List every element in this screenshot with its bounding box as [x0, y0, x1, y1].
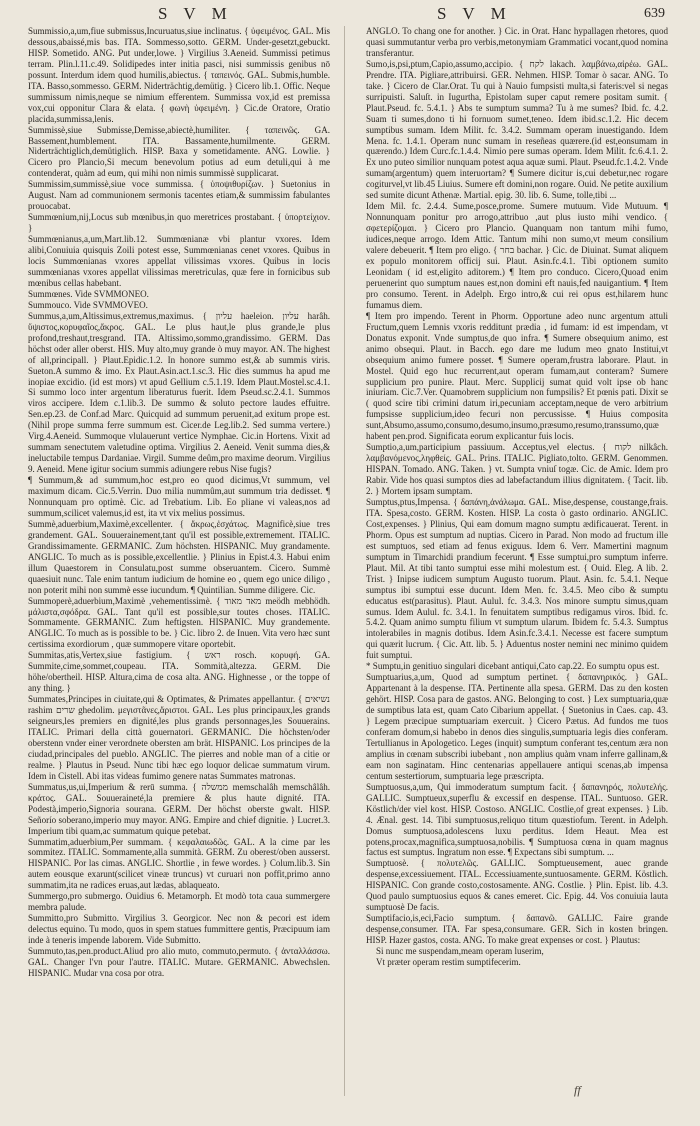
dictionary-entry: Idem Mil. fc. 2.4.4. Sume,posce,prome. Sumere mutuum. Vide Mutuum. ¶ Nonnunquam ponitur pro arrogo,attribuo ,aut plus iusto mihi vendico. { σφετερίζομαι. } Cicero pro Plancio. Quanquam non tantum mihi fumo, iudices,neque arrogo. Idem Attic. Tantum mihi non sumo,vt meum consilium valere debeuerit. ¶ Item pro eligo. { בחר bachar. } Cic. de Diuinat. Sumat aliquem ex populo monitorem officij sui. Plaut. Asin.fc.4.1. Tibi optionem sumito Leonidam ( id est,eligito aditorem.) ¶ Item pro conduco. Cicero,Quoad enim peruenerint quo sumptum naues est,non domini eft nauis,fed nauigantium. ¶ Item pro consumo. Terent. in Adelph. Ergo intro,& cui rei opus est,hilarem hunc fumamus diem.: [366, 201, 668, 310]
dictionary-entry: ¶ Summum,& ad summum,hoc est,pro eo quod dicimus,Vt summum, vel maximum dicam. Cic.5.Verrin. Duo milia nummûm,aut summum tria dedisset. ¶ Nonnunquam pro optimè. Cic. ad Trebatium. Lib. Eo pliane vi valeas,nos ad summum,scilicet valemus,id est, ita vt vix melius possimus.: [28, 475, 330, 518]
dictionary-entry: ANGLO. To chang one for another. } Cic. in Orat. Hanc hypallagen rhetores, quod quasi summutantur verba pro verbis,metonymiam Grammatici vocant,quod nomina transferantur.: [366, 26, 668, 58]
running-head-left: S V M: [158, 4, 233, 23]
dictionary-entry: Summitto,pro Submitto. Virgilius 3. Georgicor. Nec non & pecori est idem delectus equino. Tu modo, quos in spem statues fummittere gentis, Præcipuum iam inde à teneris impende laborem. Vide Submitto.: [28, 913, 330, 946]
dictionary-entry: Summissè,siue Submisse,Demisse,abiectè,humiliter. { ταπεινῶς. GA. Bassement,humblement. ITA. Bassamente,humilmente. GERM. Niderträchtiglich,demütiglich. HISP. Baxa y sometidamente. ANG. Lowlie. } Cicero pro Plancio,Si mecum benevolum potius ad eum detuli,qui à me contenderat, quàm ad eum, qui mihi non nimis summissè supplicarat.: [28, 124, 330, 179]
page-number: 639: [644, 6, 665, 21]
dictionary-entry: Summoperè,aduerbium,Maximè ,vehementissimè. { מאד מאוד meödh mebhödh. μάλιστα,σφόδρα. GAL. Tant qu'il est possible,sur toutes choses. ITALIC. Sommamente. GERMANIC. Zum heftigsten. HISPANIC. Muy grandemente. ANGLIC. To much as is possible to be. } Cic. libro 2. de Inuen. Vita vero hæc sunt certissima exordiorum , quæ summopere vitare oportebit.: [28, 595, 330, 650]
verse-line: Vt præter operam restim sumptifecerim.: [376, 957, 521, 968]
dictionary-entry: Sumptio,a,um,participium passiuum. Acceptus,vel electus. { לקוח nilkâch. λαμβανόμενος,ληφθείς. GAL. Prins. ITALIC. Pigliato,tolto. GERM. Genommen. HISPAN. Tomado. ANG. Taken. } vt. Sumpta vniuſ togæ. Cic. de Amic. Idem pro Rabir. Vide hos quasi sumptos dies ad labefactandum illius dignitatem. { Tacit. lib. 2. } Mortem ipsam sumptam.: [366, 442, 668, 497]
dictionary-entry: * Sumptu,in genitiuo singulari dicebant antiqui,Cato cap.22. Eo sumptu opus est.: [366, 661, 660, 672]
dictionary-entry: Summissio,a,um,fiue submissus,Incuruatus,siue inclinatus. { ὑφειμένος. GAL. Mis dessous,abaissé,mis bas. ITA. Sommesso,sotto. GERM. Under-gesetzt,gebuckt. HISP. Sometido. ANG. Put under,lowe. } Virgilius 3.Aeneid. Summissi petimus terram. Plin.l.11.c.49. Solidipedes inter initia pasci, nisi summissis genibus nō possunt. Interdum idem quod humilis,abiectus. { ταπεινός. GAL. Submis,humble. ITA. Basso,sommesso. GERM. Niderträchtig,demütig. } Cicero lib.1. Offic. Neque summissum nimis,neque se nimium efferentem. Summissa vox,id est premissa vox,cui opponitur Clara & elata. { φωνὴ ὑφειμένη. } Cic.de Oratore, Oratio placida,summissa,lenis.: [28, 26, 330, 124]
verse-line: Si nunc me suspendam,meam operam luserim,: [376, 946, 544, 957]
dictionary-entry: Summergo,pro submergo. Ouidius 6. Metamorph. Et modò tota caua summergere membra palude.: [28, 891, 330, 913]
right-column: [366, 26, 668, 1094]
dictionary-entry: Summitas,atis,Vertex,siue fastigium. { ראש rosch. κορυφή. GA. Summite,cime,sommet,coupeau. ITA. Sommità,altezza. GERM. Die höhe/obertheil. HISP. Altura,cima de cosa alta. ANG. Highnesse , or the toppe of any thing. }: [28, 650, 330, 694]
signature-mark: ff: [574, 1083, 581, 1097]
column-divider: [344, 26, 345, 1096]
dictionary-entry: Sumo,is,psi,ptum,Capio,assumo,accipio. { לקח lakach. λαμβάνω,αἱρέω. GAL. Prendre. ITA. Pigliare,attribuirsi. GER. Nehmen. HISP. Tomar ò sacar. ANG. To take. } Cicero de Clar.Orat. Tu qui à Nauio fumpsisti multa,si fateris:vel si negas surripuisti. Saluſt. in Iugurtha, Epistolam super caput remere positam sumit. { Plaut.Pseud. fc. 5.4.1. } Abs te sumptum summa? Tu à me sumes? Ibid. fc. 4.2. Suam ti sumes,dono ti hi fornuom sumet,teneo. Idem ibid.sc.1.2. Hic decem sumptibus sumam. Idem Milit. fc. 3.4.2. Summam operam inuestigando. Idem Mena. fc. 1.4.1. Operam nunc sumam in reseñeas quærere.(id est,eonsumam in quærendo.) Idem Curc.fc.1.4.4. Nimio pere sumas operam. Idem Milit. fc.6.4.1. 2. Ex uno puteo similior nunquam potest aqua aquæ sumi. Plaut. Pseud.fc.1.4.2. Vnde sumam(argentum) quem interuortam? ¶ Sumere dicitur is,cui debetur,nec rogare cogiturvel,vt lib.45 Liuius. Sumere eft domini,non rogare. Ouid. Ne petite auxilium sed sumite dicunt Athenæ. Martial. epig. 30. lib. 6. Sume, tolle,tibi ...: [366, 58, 668, 201]
dictionary-entry: Summuto,tas,pen.product.Aliud pro alio muto, commuto,permuto. { ἀνταλλάσσω. GAL. Changer l'vn pour l'autre. ITALIC. Mutare. GERMANIC. Abwechslen. HISPANIC. Mudar vna cosa por otra.: [28, 946, 330, 978]
left-column: [28, 26, 330, 1094]
dictionary-entry: Summè,aduerbium,Maximè,excellenter. { ἄκρως,ἐσχάτως. Magnificè,siue tres grandement. GAL. Souuerainement,tant qu'il est possible,extremement. ITALIC. Grandissimamente. GERMANIC. Zum höchsten. HISPANIC. Muy grandamente. ANGLIC. To much as is possible,excellentlie. } Plinius in Epist.4.3. Habui enim illum Quaestorem in Consulatu,post summe obseruantem. Cicero. Summè quaesiuit nunc. Tale enim tantum iudicium de homine eo , quem ego unice diligo , non poterit mihi non summè esse iucundum. ¶ Quintilian. Summe diligere. Cic.: [28, 518, 330, 595]
dictionary-entry: Summœnes. Vide SVMMONEO.: [28, 288, 149, 299]
running-head-right: S V M: [437, 4, 512, 23]
dictionary-entry: Sumptus,ptus,Impensa. { δαπάνη,ἀνάλωμα. GAL. Mise,despense, coustange,frais. ITA. Spesa,costo. GERM. Kosten. HISP. La costa ò gasto ordinario. ANGLIC. Cost,expenses. } Plinius, Qui eam domum magno sumptu ædificauerat. Terent. in Phorm. Opus est sumptum ad nuptias. Cicero in Parad. Non modo ad fructum ille est sumptuos, sed etiam ad fenus exiguus. Idem 6. Verr. Mamertini magnum sumptum in Timarchidi prandium fecerunt. ¶ Esse sumptui,pro sumptum inferre. Plaut. Mil. At tibi tanto sumptui esse mihi molestum est. { Ouid. Eleg. A lib. 2. Trist. } Inipse iudicem sumptum Augusto tuorum. Plaut. Asin. fc. 5.4.1. Neque sumptus ibi sumptui esse ducunt. Idem Men. fc. 3.4.5. Meo cibo & sumptu educatus est(parasitus). Plaut. Aulul. fc. 3.4.3. Nos minore sumptu simus,quam sumus. Idem Aulul. fc. 3.4.1. In fenuitatem sumptibus redigamus viros. Ibid. fc. 5.4.2. Quam animo sumptu filium vt sumptum ularum. Ibidem fc. 5.4.3. Sumptus intolerabiles in magnis dotibus. Idem Asin.fc.3.4.1. Necesse est facere sumptum qui quærit lucrum. { Cic. Att. lib. 5. } Aduentus noster nemini nec minimo quidem fuit sumptui.: [366, 496, 668, 661]
dictionary-entry: Summatus,us,ui,Imperium & rerū summa. { ממשלה memschalâh memschâlâh. κράτος. GAL. Souueraineté,la premiere & plus haute dignité. ITA. Podestà,imperio,Signoria sourana. GERM. Der höchst oberste gwalt. HISP. Señorío soberano,imperio muy mayor. ANG. Empire and chief dignitie. } Lucret.3. Imperium tibi quam,ac summatum quique petebat.: [28, 781, 330, 836]
dictionary-entry: Summatim,aduerbium,Per summam. { κεφαλαιωδῶς. GAL. A la cime par les sommitez. ITALIC. Sommamente,alla summità. GERM. Zu oberest/oben ausserst. HISPANIC. Por las cimas. ANGLIC. Shortlie , in fewe wordes. } Colum.lib.3. Sin autem eousque exarunt(scilicet vineæ truncus) vt curuari non poffit,primo anno summatim,ita ne radices eruas,aut lædas, ablaqueato.: [28, 836, 330, 891]
dictionary-entry: Summates,Principes in ciuitate,qui & Optimates, & Primates appellantur. { נשיאים rashim שרים ghedolim. μεγιστᾶνες,ἄριστοι. GAL. Les plus principaux,les grands seigneurs,les premiers en dignité,les plus grands personnages,les Souuerains. ITALIC. Primari della città gouernatori. GERMANIC. Die höchsten/oder oberstenn vnder einer verordnete obersten am brät. HISPANIC. Los principes de la ciudad,principales del pueblo. ANGLIC. The pierres and noble man of a citie or realme. } Plautus in Pseud. Nunc tibi hæc ego loquor delicae summatum virum. Idem in Cistell. Abi itas videas fumimo genere natas Summates matronas.: [28, 694, 330, 781]
dictionary-entry: Sumptuosus,a,um, Qui immoderatum sumptum facit. { δαπανηρός, πολυτελής. GALLIC. Sumptueux,superflu & excessif en despense. ITAL. Suntuoso. GER. Köstlich/der viel kost. HISP. Costoso. ANGLIC. Costlie,of great expenses. } Lib. 4. Ænal. gest. 14. Tibi sumptuosus,reliquo titum quæstiofum. Terent. in Adelph. Domus sumptuosa,adolescens luxu perditus. Idem Heaut. Mea est potens,procax,magnifica,sumptuosa,nobilis. ¶ Sumptuosa cœna in quam magnus factus est sumptus. Ingratum non esse. ¶ Expectans sibi sumptum. ...: [366, 781, 668, 858]
dictionary-entry: Summouco. Vide SVMMOVEO.: [28, 299, 148, 310]
dictionary-entry: Summus,a,um,Altissimus,extremus,maximus. { עליון haeleion. עליון harâh. ὕψιστος,κορυφαῖος,ἄκρος. GAL. Le plus haut,le plus grande,le plus profond,treshaut,tresgrand. ITA. Altissimo,sommo,grandissimo. GERM. Das höchst oder aller oberst. HIS. Muy alto,muy grande ò muy mayor. AN. The highest of all,principall. } Plaut.Epidic.1.2. In honore summo est,& ab summis viris. Sueton.A summo & imo. Ex Plaut.Asin.act.1.sc.3. Hic dies summus ha apud me inopiae excidio. (id est mors) vt apud Gellium c.5.1.19. Idem Plaut.Mostel.sc.4.1. Si summo loco inter argentum liberaturus fuerit. Idem Pseud.sc.2.4.1. Summos viros accipere. Idem c.1.lib.3. De summo & soluto pectore laudes effuitre. Sen.ep.23. de Conf.ad Marc. Quicquid ad summum peruenit,ad exitum prope est. (Nihil prope summa ferre summum est. Cicer.de Leg.lib.2. Sed summa vertere.) Virg.4.Aeneid. Summoque vlulauerunt vertice Nymphae. Cic.in Hortens. Vixit ad summam senectutem valetudine optima. Virgilius 2. Aeneid. Venit summa dies,& ineluctabile tempus Dardaniae. Virgil. Summe deûm,pro maxime deorum. Virgilius 9. Aeneid. Mene igitur socium summis adiungere rebus Nise fugis?: [28, 310, 330, 475]
dictionary-entry: Summœnianus,a,um,Mart.lib.12. Summœnianæ vbi plantur vxores. Idem alibi,Conuiuia quisquis Zoili potest esse, Summœnianas cenet vxores. Quibus in locis Summœnianas vxores appellat vilissimas vxores. Quibus in locis summœnianas vxores appellat vilissimas meretriculas, quæ fere in fornicibus sub mœnibus cellas habebant.: [28, 234, 330, 288]
dictionary-entry: ¶ Item pro impendo. Terent in Phorm. Opportune adeo nunc argentum attuli Fructum,quem Lemnis vxoris redditunt prædia , id fumam: id est impendam, vt Donatus exponit. Vnde sumptus,de quo infra. ¶ Sumere obsequium animo, est animo obsequi. Plaut. in Bacch. ego dare me ludum meo gnato Institui,vt obsequium animo fumere posset. ¶ Sumere operam,frustra laborare. Plaut. in Mostel. Quid ego huc recurrent,aut operam fumam,aut conteram? Sumere supplicium pro punire. Plaut. Merc. Supplicij sumat quid volt ipse ob hanc iniuriam. Cic.7.Ver. Quamobrem supplicium non fumpsilis? Et pœnis pati. Dixit se ( quod scire tibi crimini datum iri,pecuniam acceptam,neque de vero arbitrium fumpsisse supplicium,ideo fecuri non percussisse. ¶ Huius composita sunt,Absumo,assumo,consumo,desumo,insumo,præsumo,resumo,transsumo,quæ habent pen.prod. Significata eorum explicantur fuis locis.: [366, 310, 668, 442]
dictionary-entry: Sumptuosè. { πολυτελῶς. GALLIC. Somptueusement, auec grande despense,excessiuement. ITAL. Eccessiuamente,suntuosamente. GERM. Köstlich. HISPANIC. Con grande costo,costosamente. ANG. Costlie. } Plin. Epist. lib. 4.3. Quod paulo sumptuosius equos & canes emeret. Cic. Epig. 44. Vos conuiuia lauta sumptuosè De facis.: [366, 858, 668, 913]
dictionary-entry: Summissim,summissè,siue voce summissa. { ὑποψιθυρίζων. } Suetonius in August. Nam ad communionem sermonis tacentes etiam,& summissim fabulantes prouocabat.: [28, 179, 330, 212]
dictionary-entry: Sumptifacio,is,eci,Facio sumptum. { δαπανῶ. GALLIC. Faire grande despense,consumer. ITA. Far spesa,consumare. GER. Sich in kosten bringen. HISP. Hazer gastos, costa. ANG. To make great expenses or cost. } Plautus:: [366, 913, 668, 946]
dictionary-entry: Sumptuarius,a,um, Quod ad sumptum pertinet. { δαπανηρικός. } GAL. Appartenant à la despense. ITA. Pertinente alla spesa. GERM. Das zu den kosten gehört. HISP. Cosa para de gastos. ANG. Belonging to cost. } Lex sumptuaria,quæ de sumptibus lata est, quam Cato Cibarium appellat. { Suetonius in Caes. cap. 43. } Legem præcipue sumptuariam exercuit. } Cicero Pætus. Ad fundos me tuos conferam domum,si habebo in denos dies singulis,sumptuaria legis dies conferam. Tertullianus in Apologetico. Leges (inquit) sumptum conferant tes,centum æra non amplius in cœnam subscribi iubebant , non amplius quàm vnam inferre gallinam,& eam non saginatam. Hinc centenarias appellauere antiqui scenas,ab impensa centum sestertiorum, sumptuaria lege præscripta.: [366, 672, 668, 781]
dictionary-entry: Summœnium,nij,Locus sub mœnibus,in quo meretrices prostabant. { ὑπορτείχιον. }: [28, 212, 330, 234]
